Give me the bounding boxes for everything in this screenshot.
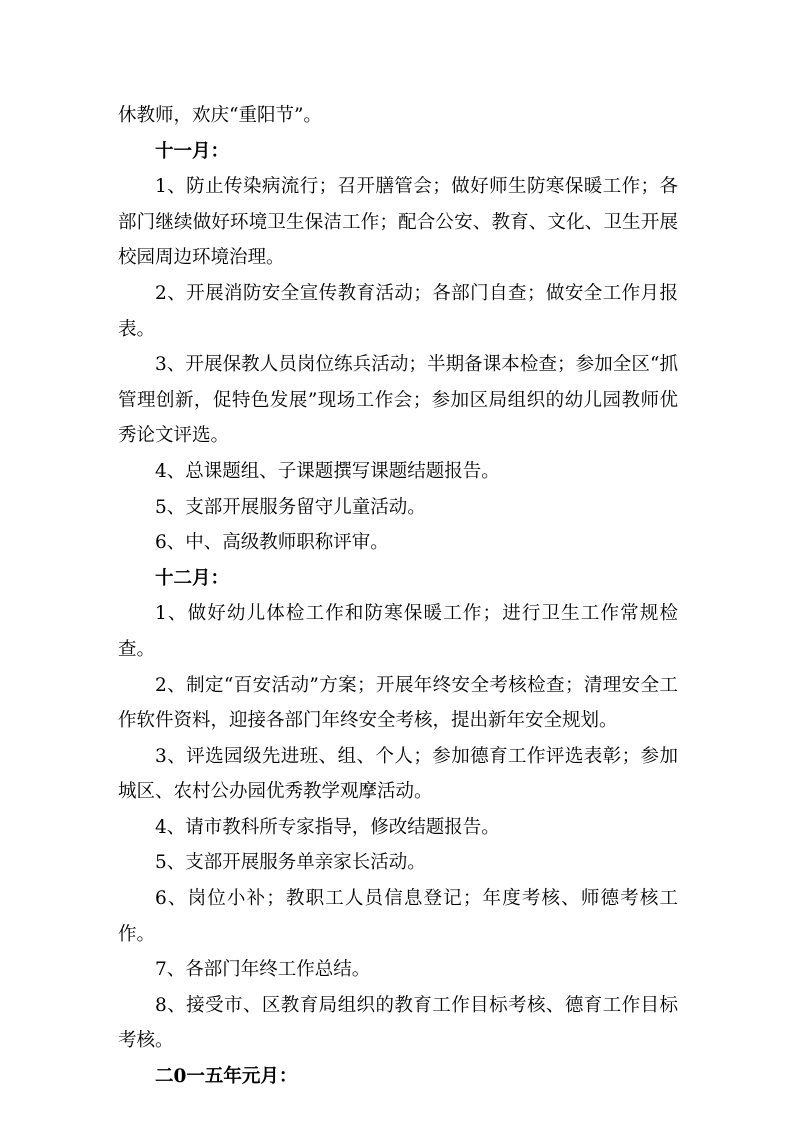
section-heading-january: 二0一五年元月： xyxy=(155,1066,298,1088)
list-item: 4、总课题组、子课题撰写课题结题报告。 xyxy=(155,460,500,482)
list-item: 4、请市教科所专家指导，修改结题报告。 xyxy=(155,816,500,838)
list-item: 3、开展保教人员岗位练兵活动；半期备课本检查；参加全区“抓管理创新，促特色发展”现场工作会；参加区局组织的幼儿园教师优秀论文评选。 xyxy=(118,354,678,447)
list-item: 6、中、高级教师职称评审。 xyxy=(155,532,389,554)
list-item: 8、接受市、区教育局组织的教育工作目标考核、德育工作目标考核。 xyxy=(118,994,678,1052)
list-item: 5、支部开展服务留守儿童活动。 xyxy=(155,496,426,518)
section-heading-november: 十一月： xyxy=(155,140,230,162)
list-item: 1、防止传染病流行；召开膳管会；做好师生防寒保暖工作；各部门继续做好环境卫生保洁工作；配合公安、教育、文化、卫生开展校园周边环境治理。 xyxy=(118,176,678,269)
section-heading-december: 十二月： xyxy=(155,567,230,589)
paragraph-continuation: 休教师，欢庆“重阳节”。 xyxy=(118,105,322,126)
list-item: 7、各部门年终工作总结。 xyxy=(155,959,371,981)
list-item: 5、支部开展服务单亲家长活动。 xyxy=(155,852,426,874)
list-item: 1、做好幼儿体检工作和防寒保暖工作；进行卫生工作常规检查。 xyxy=(118,603,678,660)
document-body xyxy=(118,98,678,1095)
list-item: 2、开展消防安全宣传教育活动；各部门自查；做安全工作月报表。 xyxy=(118,282,678,340)
list-item: 2、制定“百安活动”方案；开展年终安全考核检查；清理安全工作软件资料，迎接各部门年终安全考核，提出新年安全规划。 xyxy=(118,674,678,732)
list-item: 6、岗位小补；教职工人员信息登记；年度考核、师德考核工作。 xyxy=(118,888,678,945)
list-item: 3、评选园级先进班、组、个人；参加德育工作评选表彰；参加城区、农村公办园优秀教学观摩活动。 xyxy=(118,745,678,803)
